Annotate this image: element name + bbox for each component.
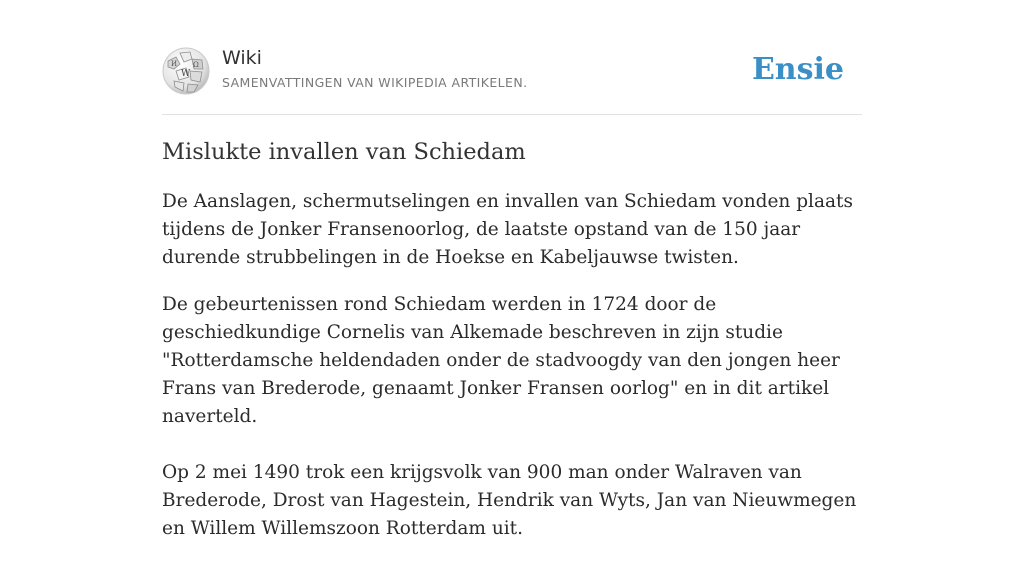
ensie-logo-link[interactable]: Ensie (751, 52, 844, 87)
site-header (162, 44, 862, 115)
wikipedia-globe-icon[interactable] (162, 47, 210, 95)
svg-text:Ω: Ω (193, 61, 199, 69)
article (162, 136, 862, 562)
svg-text:И: И (171, 60, 178, 68)
article-paragraph: De Aanslagen, schermutselingen en invallen van Schiedam vonden plaats tijdens de Jonker Fransenoorlog, de laatste opstand van de 150 jaar durende strubbelingen in de Hoekse en Kabeljauwse twisten. (162, 191, 853, 268)
site-name[interactable]: Wiki (222, 47, 262, 69)
article-paragraph: Op 2 mei 1490 trok een krijgsvolk van 900 man onder Walraven van Brederode, Drost van Hagestein, Hendrik van Wyts, Jan van Nieuwmegen en Willem Willemszoon Rotterdam uit. (162, 462, 857, 539)
article-title: Mislukte invallen van Schiedam (162, 139, 526, 165)
article-paragraph: De gebeurtenissen rond Schiedam werden in 1724 door de geschiedkundige Cornelis van Alkemade beschreven in zijn studie "Rotterdamsche heldendaden onder de stadvoogdy van den jongen heer Frans van Brederode, genaamt Jonker Fransen oorlog" en in dit artikel naverteld. (162, 294, 840, 427)
svg-text:W: W (181, 69, 191, 79)
site-tagline: SAMENVATTINGEN VAN WIKIPEDIA ARTIKELEN. (222, 75, 528, 90)
